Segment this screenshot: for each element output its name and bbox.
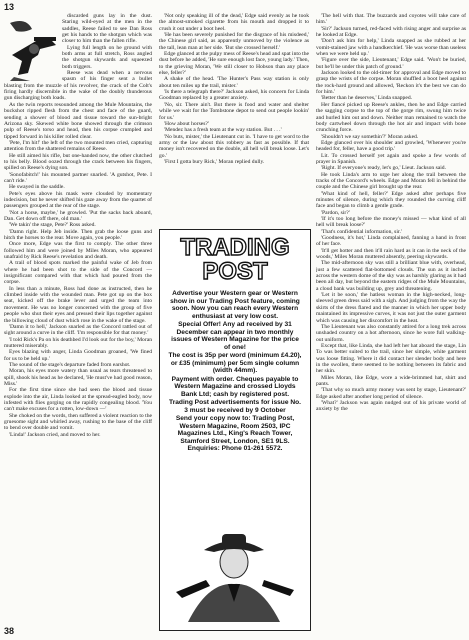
paragraph: 'No, sir. There ain't. But there is food and water and shelter while we wait for the Tombstone depot to send out people lookin' for us.' bbox=[159, 101, 309, 121]
paragraph: 'I told Rick's Pa on his deathbed I'd look out for the boy,' Moran muttered miserably. bbox=[4, 336, 152, 349]
paragraph: 'Not only speaking ill of the dead,' Edge said evenly as he took the almost-smoked cigarette from his mouth and dropped it to crush it out under a boot heel. bbox=[159, 13, 309, 32]
paragraph: Moran, his eyes more watery than usual as tears threatened to spill, shook his head as he declared, 'He must've had good reason, Miss.' bbox=[4, 368, 152, 387]
paragraph: As the twin reports resounded among the Mule Mountains, the buckshot ripped flesh from the chest and face of the guard, sending a shower of blood and tissue toward the sun-bright Arizona sky. Skewed white bone showed through the crimson pulp of Reese's torso and head, then his corpse crumpled and tipped forward in his killer rolled clear. bbox=[4, 101, 152, 140]
ad-paragraph: Send your copy now to: Trading Post, Western Magazine, Room 2503, IPC Magazines Ltd., King's Reach Tower, Stamford Street, London, SE1 9LS. Enquiries: Phone 01-261 5572. bbox=[175, 415, 295, 452]
paragraph: Once more, Edge was the first to comply. The other three followed him and were joined by Miles Moran, who appeared unafraid by Rick Reese's revelation and death. bbox=[4, 241, 152, 261]
ad-title-word-1: TRADING bbox=[180, 234, 290, 261]
trading-post-advert bbox=[159, 229, 311, 631]
ad-paragraph: Payment with order. Cheques payable to Western Magazine and crossed Lloyds Bank Ltd; cash by registered post. bbox=[171, 375, 299, 398]
paragraph: He took Linda's arm to urge her along the trail between the tracks of the Concord's wheels. Edge and Moran fell in behind the couple and the Chinese girl brought up the rear. bbox=[316, 171, 466, 191]
ad-paragraph: Trading Post advertisements for issue No. 3 must be received by 9 October bbox=[169, 399, 301, 414]
paragraph: Jackson looked to the old-timer for approval and Edge moved to grasp the wrists of the corpse. Moran shuffled a boot heel against the rock-hard ground and allowed, 'Reckon it's the best we can do for him.' bbox=[316, 70, 466, 96]
ad-paragraph: The cost is 35p per word (minimum £4.20), or £35 (minimum) per 5cm single column (width 44mm). bbox=[168, 352, 302, 374]
paragraph: 'That's confidential information, sir.' bbox=[321, 228, 402, 235]
ad-title-word-2: POST bbox=[202, 258, 268, 285]
paragraph: A shake of the head. 'The Hunter's Pass way station is only about ten miles up the trail, mister.' bbox=[159, 76, 309, 89]
paragraph: 'Better than he deserves,' Linda snapped. bbox=[321, 95, 413, 102]
paragraph: A trail of blood spots marked the painful wake of Jeb from where he had been shot to the side of the Concord — insignificant compared with that which had poured from the corpse. bbox=[4, 260, 152, 286]
paragraph: He swayed in the saddle. bbox=[9, 184, 65, 191]
cowboy-illustration-icon bbox=[168, 522, 302, 626]
paragraph: 'Goodness, it's hot,' Linda complained, fanning a hand in front of her face. bbox=[316, 235, 466, 248]
paragraph: 'First I gotta bury Rick,' Moran replied dully. bbox=[164, 158, 265, 165]
paragraph: 'No buts, mister,' the Lieutenant cut in. 'I have to get word to the army or the law about this robbery as fast as possible. If that money isn't recovered on the double, all hell will break loose. Let's go.' bbox=[159, 133, 309, 159]
paragraph: 'He has been severely punished for the disgrace of his misdeed,' the Chinese girl said, as apparently unmoved by the violence as the tall, lean man at her side. 'But she crossed herself.' bbox=[159, 32, 309, 51]
paragraph: Edge glanced at the pulpy mess of Reese's head and spat into the dust before he added, 'He sure enough lost face, young lady.' Then, to the grieving Moran, 'We still closer to Hobson than any place else, feller?' bbox=[159, 51, 309, 77]
paragraph: 'Right. If everyone's ready, let's go,' Lieut. Jackson said. bbox=[321, 165, 446, 172]
page-number-top: 13 bbox=[4, 2, 15, 12]
paragraph: 'What kind of hell, feller?' Edge asked after perhaps five minutes of silence, during which they rounded the curving cliff face and began to climb a gentle grade. bbox=[316, 190, 466, 210]
paragraph: For the first time since she had seen the blood and tissue explode into the air, Linda looked at the spread-eagled body, now infested with flies gorging on the rapidly congealing blood. 'You can't make excuses for a rotten, low-down —' bbox=[4, 387, 152, 413]
paragraph: 'That why so much army money was sent by stage, Lieutenant?' Edge asked after another long period of silence. bbox=[316, 387, 466, 400]
paragraph: 'Damn it to hell,' Jackson snarled as the Concord rattled out of sight around a curve in the cliff. 'I'm responsible for that money.' bbox=[4, 323, 152, 337]
story-column-1 bbox=[4, 13, 152, 622]
paragraph: 'What?' Jackson was again nudged out of his private world of anxiety by the bbox=[316, 399, 466, 413]
paragraph: 'Sonofabitch!' his mounted partner snarled. 'A gutshot, Pete. I can't ride.' bbox=[4, 171, 152, 184]
paragraph: Reese was dead when a nervous spasm of his finger sent a bullet blasting from the muzzle of his revolver, the crack of the Colt's firing hardly discernible in the wake of the doubly thunderous gun discharging both loads. bbox=[4, 70, 152, 102]
paragraph: Pete's eyes above his mask were clouded by momentary indecision, but he never shifted his gaze away from the quartet of passengers grouped at the rear of the stage. bbox=[4, 190, 152, 210]
story-column-3 bbox=[316, 13, 466, 622]
paragraph: Lying full length on he ground with both arms at full stretch, Ross angled the shotgun skywards and squeezed both triggers. bbox=[62, 44, 152, 70]
paragraph: 'Linda!' Jackson cried, and moved to her. bbox=[9, 431, 101, 438]
paragraph: Eyes blazing with anger, Linda Goodman groaned, 'We fined for us to be held up.' bbox=[4, 349, 152, 362]
paragraph: Lit. To crossed herself yet again and spoke a few words of prayer in Spanish. bbox=[316, 152, 466, 165]
ad-body bbox=[168, 290, 302, 454]
paragraph: Edge glanced over his shoulder and growled, 'Whenever you're headed for, feller, have a good trip.' bbox=[316, 139, 466, 153]
paragraph: 'Is there a telegraph there?' Jackson asked, his concern for Linda Goodman replaced by a greater anxiety. bbox=[159, 89, 309, 102]
paragraph: 'We takin' the stage, Pete?' Ross asked. bbox=[9, 222, 96, 229]
paragraph: 'Shouldn't we say somethin'?' Moran asked. bbox=[321, 133, 419, 140]
story-column-2 bbox=[159, 13, 309, 225]
paragraph: 'Damn right. Help Jeb inside. Then grab the loose guns and hitch the horses to the rear. Move again, you people.' bbox=[4, 228, 152, 242]
paragraph: 'Not a horse, maybe,' he growled. 'Put the sacks back aboard, Dan. Get down off there, old man.' bbox=[4, 209, 152, 222]
paragraph: 'If it's too long before the money's missed — what kind of all hell will break loose?' bbox=[316, 216, 466, 229]
paragraph: 'Don't ask him for help,' Linda snapped as she rubbed at her vomit-stained jaw with a handkerchief. 'He was worse than useless when we were held up.' bbox=[316, 38, 466, 58]
paragraph: Her fiancé picked up Reese's ankles, then he and Edge carried the sagging corpse to the top of the gorge rim, swung him twice and hurled him out and down. Neither man remained to watch the body cartwheel down through the hot air and impact with bone crunching force. bbox=[316, 101, 466, 134]
paragraph: 'Mendez has a fresh team at the way station. But . . .' bbox=[164, 127, 282, 134]
paragraph: The sound of the stage's departure faded from earshot. bbox=[9, 361, 131, 368]
paragraph: 'How about horses?' bbox=[164, 120, 209, 127]
paragraph: 'Figure over the side, Lieutenant,' Edge said. 'Won't be buried, but he'll be under this patch of ground.' bbox=[316, 57, 466, 70]
paragraph: Except that, like Linda, she had left her hat aboard the stage, Lin To was better suited to the trail, since her simple, white garment was loose fitting. Where it did contact her slender body and here in the swollen, there seemed to be nothing between its fabric and her skin. bbox=[316, 342, 466, 375]
paragraph: In less than a minute, Ross had done as instructed, then he climbed inside with the wounded man. Pete got up on the box seat, kicked off the brake lever and urged the team into movement. He was no longer concerned with the group of five people who shut their eyes and pressed their lips together against the billowing cloud of dust which rose in the wake of the stage. bbox=[4, 285, 152, 324]
page-number-bottom: 38 bbox=[4, 626, 15, 636]
paragraph: He still aimed his rifle, but one-handed now, the other clutched to his belly. Blood oozed through the crack between his fingers, spilled on Reese's dying son. bbox=[4, 152, 152, 172]
paragraph: 'Sir?' Jackson turned, red-faced with rising anger and surprise as he looked at Edge. bbox=[316, 25, 466, 39]
ad-paragraph: Special Offer! Any ad received by 31 December can appear in two monthly issues of Western Magazine for the price of one! bbox=[171, 321, 299, 351]
ad-paragraph: Advertise your Western gear or Western show in our Trading Post feature, coming soon. Now you can reach every Western enthusiast at very low cost. bbox=[170, 290, 300, 320]
paragraph: 'Let it be soon,' the hatless woman in the high-necked, long-sleeved green dress said with a sigh. And judging from the way the skirts of the dress flared and the manner in which her upper body maintained its impressive curves, it was not just the outer garment which was causing her discomfort in the heat. bbox=[316, 292, 466, 324]
paragraph: Miles Moran, like Edge, wore a wide-brimmed hat, shirt and pants. bbox=[316, 374, 466, 387]
paragraph: 'Pete, I'm hit!' the left of the two mounted men cried, capturing attention from the shattered remains of Reese. bbox=[4, 139, 152, 153]
paragraph: The mid-afternoon sky was still a brilliant blue with, overhead, just a few scattered flat-bottomed clouds. The sun as it inched across the western dome of the sky was as harshly glaring as it had been all day, but beyond the eastern ridges of the Mule Mountains, a cloud bank was building up, grey and threatening. bbox=[316, 260, 466, 292]
paragraph: She choked on the words, then suffered a violent reaction to the gruesome sight and whirled away, rushing to the base of the cliff to bend over double and vomit. bbox=[4, 412, 152, 432]
paragraph: 'It'll get hotter and then it'll rain hard as it can in the neck of the woods,' Miles Moran muttered absently, peering skywards. bbox=[316, 247, 466, 261]
paragraph: 'The hell with that. The buzzards and coyotes will take care of him.' bbox=[316, 13, 466, 26]
paragraph: The Lieutenant was also constantly attired for a long trek across unshaded country on a hot afternoon, since he wore full walking-out uniform. bbox=[316, 323, 466, 343]
paragraph: discarded guns lay in the dust. Staring wild-eyed at the men in the saddles, Reese failed to see Dan Ross get his hands to the shotgun which was closer to him than the fallen rifle. bbox=[62, 13, 152, 45]
paragraph: 'Pardon, sir?' bbox=[321, 209, 350, 216]
